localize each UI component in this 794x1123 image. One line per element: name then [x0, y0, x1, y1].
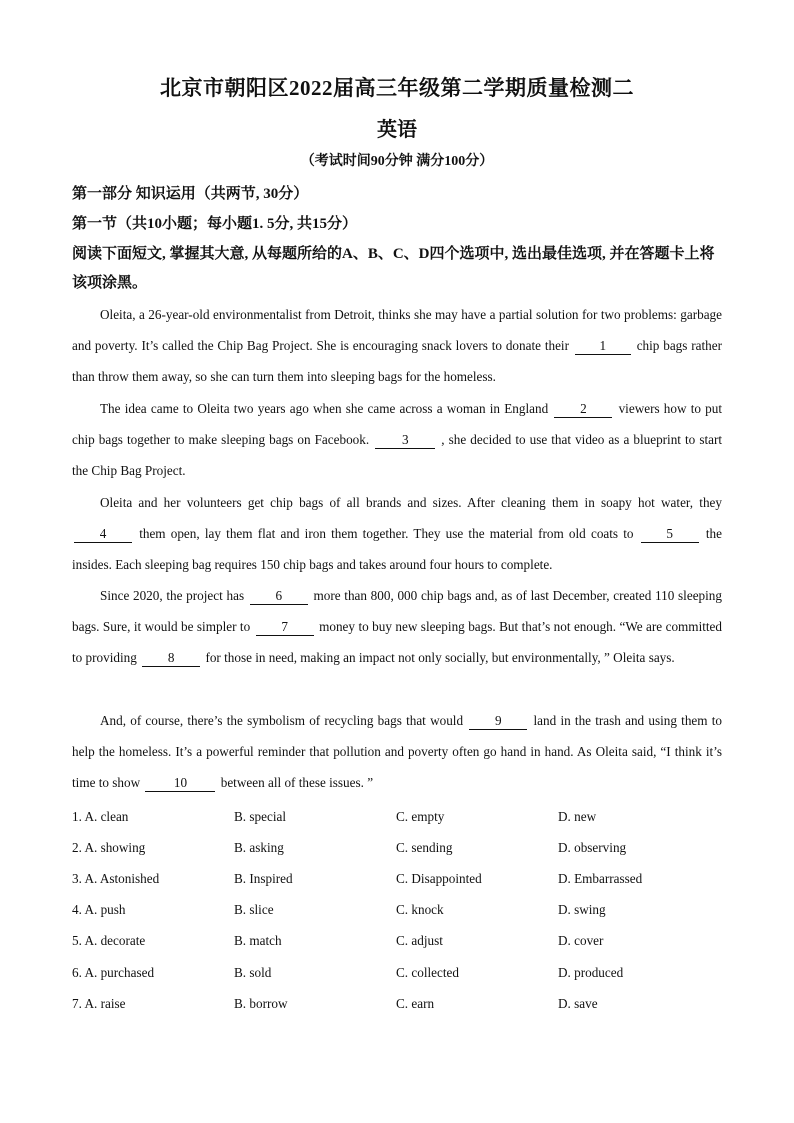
paragraph-text: And, of course, there’s the symbolism of recycling bags that would [100, 713, 464, 728]
answer-options [72, 801, 732, 1019]
blank-2: 2 [554, 401, 612, 418]
blank-10: 10 [145, 775, 215, 792]
question-row [72, 832, 732, 863]
paragraph-text: for those in need, making an impact not only socially, but environmentally, ” Oleita says. [205, 650, 675, 665]
option-a: 7. A. raise [72, 995, 126, 1011]
option-a: 2. A. showing [72, 839, 146, 855]
paragraph-text: chip bags rather than throw them away, so she can turn them into sleeping bags for the homeless. [72, 338, 722, 384]
option-b: B. sold [234, 964, 272, 980]
option-d: D. produced [558, 964, 624, 980]
option-c: C. adjust [396, 933, 443, 949]
instructions: 阅读下面短文, 掌握其大意, 从每题所给的A、B、C、D四个选项中, 选出最佳选项, 并在答题卡上将该项涂黑。 [72, 246, 715, 291]
passage-paragraph-5 [72, 705, 722, 798]
paragraph-text: more than 800, 000 chip bags and, as of last December, created 110 sleeping bags. Sure, it would be simpler to [72, 588, 722, 634]
passage-paragraph-3 [72, 487, 722, 580]
section-heading: 第一节（共10小题；每小题1. 5分, 共15分） [72, 216, 358, 232]
question-row [72, 895, 732, 926]
paragraph-text: Oleita, a 26-year-old environmentalist from Detroit, thinks she may have a partial solution for two problems: garbage and poverty. It’s called the Chip Bag Project. She is encouraging snack lovers to donate their [72, 307, 722, 353]
option-d: D. cover [558, 933, 604, 949]
paragraph-text: The idea came to Oleita two years ago when she came across a woman in England [100, 401, 549, 416]
option-b: B. match [234, 933, 282, 949]
question-row [72, 863, 732, 894]
paragraph-text: Oleita and her volunteers get chip bags of all brands and sizes. After cleaning them in soapy hot water, they [100, 495, 722, 510]
option-d: D. new [558, 808, 597, 824]
question-row [72, 957, 732, 988]
blank-5: 5 [641, 526, 699, 543]
blank-4: 4 [74, 526, 132, 543]
paragraph-text: money to buy new sleeping bags. But that’s not enough. “We are committed to providing [72, 619, 723, 665]
option-a: 1. A. clean [72, 808, 129, 824]
paragraph-text: viewers how to put chip bags together to make sleeping bags on Facebook. [72, 401, 723, 447]
subject-heading: 英语 [377, 119, 417, 141]
option-a: 3. A. Astonished [72, 870, 160, 886]
blank-6: 6 [250, 588, 308, 605]
part-heading: 第一部分 知识运用（共两节, 30分） [72, 186, 309, 202]
option-c: C. collected [396, 964, 459, 980]
question-row [72, 926, 732, 957]
option-c: C. Disappointed [396, 870, 482, 886]
option-b: B. asking [234, 839, 284, 855]
blank-1: 1 [575, 338, 631, 355]
blank-8: 8 [142, 650, 200, 667]
option-b: B. special [234, 808, 287, 824]
paragraph-text: them open, lay them flat and iron them together. They use the material from old coats to [139, 526, 634, 541]
option-c: C. earn [396, 995, 435, 1011]
option-c: C. knock [396, 902, 444, 918]
option-a: 4. A. push [72, 902, 126, 918]
paragraph-text: , she decided to use that video as a blueprint to start the Chip Bag Project. [72, 432, 723, 478]
passage-paragraph-1 [72, 299, 722, 392]
passage-paragraph-4 [72, 580, 722, 673]
paragraph-text: Since 2020, the project has [100, 588, 245, 603]
option-a: 6. A. purchased [72, 964, 155, 980]
option-c: C. sending [396, 839, 453, 855]
option-d: D. swing [558, 902, 606, 918]
question-row [72, 801, 732, 832]
passage-paragraph-2 [72, 393, 722, 486]
question-row [72, 988, 732, 1019]
exam-info: （考试时间90分钟 满分100分） [300, 154, 494, 169]
blank-9: 9 [469, 713, 527, 730]
paragraph-text: between all of these issues. ” [220, 775, 374, 790]
blank-7: 7 [256, 619, 314, 636]
option-d: D. save [558, 995, 598, 1011]
option-b: B. borrow [234, 995, 288, 1011]
option-a: 5. A. decorate [72, 933, 146, 949]
blank-3: 3 [375, 432, 435, 449]
option-d: D. Embarrassed [558, 870, 643, 886]
option-b: B. slice [234, 902, 274, 918]
paragraph-text: the insides. Each sleeping bag requires 150 chip bags and takes around four hours to complete. [72, 526, 723, 572]
option-d: D. observing [558, 839, 627, 855]
page-title: 北京市朝阳区2022届高三年级第二学期质量检测二 [160, 76, 634, 100]
option-c: C. empty [396, 808, 445, 824]
paragraph-text: land in the trash and using them to help the homeless. It’s a powerful reminder that pollution and poverty often go hand in hand. As Oleita said, “I think it’s time to show [72, 713, 723, 790]
option-b: B. Inspired [234, 870, 293, 886]
